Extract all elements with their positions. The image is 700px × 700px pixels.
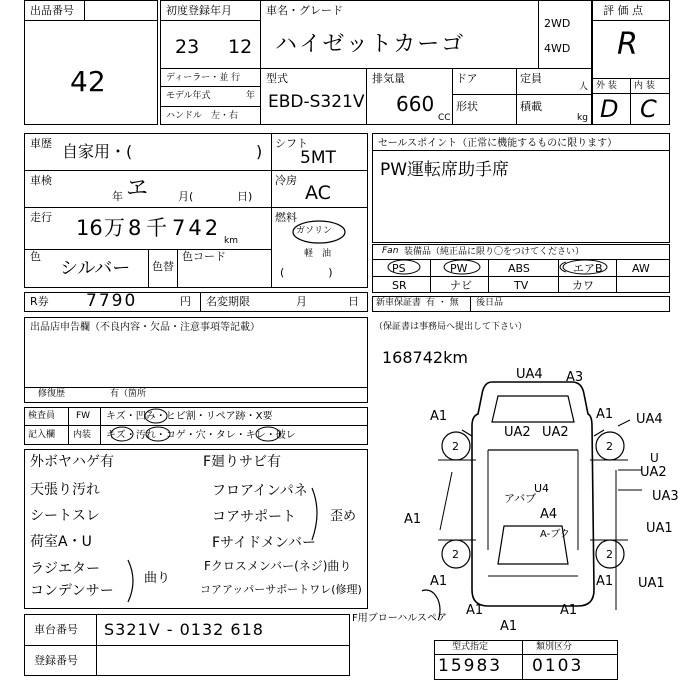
note-left-mark: 曲り [144, 571, 171, 586]
cc-unit: CC [438, 113, 451, 123]
first-reg-month: 12 [228, 36, 253, 58]
note-right-mark: 歪め [330, 509, 357, 524]
sales-value: PW運転席助手席 [380, 160, 510, 180]
km-unit: km [224, 236, 238, 246]
name-change-label: 名変期限 [206, 295, 250, 308]
shift-value: 5MT [300, 148, 336, 168]
dlabel-center2: U4 [534, 482, 550, 495]
color-change-label: 色替 [152, 260, 174, 273]
warranty-options: 有 ・ 無 [426, 298, 459, 308]
chassis-label: 車台番号 [34, 623, 78, 636]
interior-grade: C [640, 95, 657, 123]
shape-label: 形状 [456, 100, 478, 113]
lot-label: 出品番号 [30, 4, 74, 17]
sales-title: セールスポイント（正常に機能するものに限ります） [378, 138, 618, 149]
dlabel-a1-b1: A1 [466, 603, 484, 618]
dlabel-ua4-r: UA4 [636, 412, 663, 427]
note-right-2: フロアインパネ [212, 483, 308, 499]
yen-unit: 円 [180, 295, 191, 308]
tire-rr: 2 [606, 548, 613, 561]
note-right-5: Fクロスメンバー(ネジ)曲り [204, 559, 352, 573]
fuel-label: 燃料 [275, 211, 297, 224]
check-circle-marks [110, 406, 310, 446]
handle-label: ハンドル 左・右 [166, 111, 239, 121]
kg-unit: kg [577, 113, 588, 123]
lot-number: 42 [70, 65, 106, 98]
tire-fr: 2 [606, 440, 613, 453]
dlabel-a1-b2: A1 [560, 603, 578, 618]
equip-tv: TV [514, 279, 529, 292]
interior-label: 内 装 [634, 81, 655, 91]
equipment-circle-marks [386, 257, 566, 277]
dlabel-a4: A4 [540, 507, 558, 522]
inspection-day: 日) [237, 190, 253, 203]
displacement-label: 排気量 [372, 72, 405, 85]
mileage-label: 走行 [30, 211, 52, 224]
ac-value: AC [305, 182, 331, 204]
note-left-5: ラジエター [30, 561, 100, 577]
note-left-2: 天張り汚れ [30, 482, 100, 498]
later-label: 後日品 [476, 298, 504, 308]
ac-label: 冷房 [275, 174, 297, 187]
repair-value: 有（箇所 [110, 389, 147, 399]
recycle-label: R券 [30, 295, 49, 308]
equip-abs: ABS [508, 262, 530, 275]
inspection-label: 車検 [30, 174, 52, 187]
repair-label: 修復歴 [38, 389, 66, 399]
reg-label: 登録番号 [34, 654, 78, 667]
dlabel-a1-lmid: A1 [404, 512, 422, 527]
dlabel-a1-fr: A1 [596, 407, 614, 422]
brace-mark [124, 556, 144, 606]
2wd-label: 2WD [544, 17, 571, 30]
entry-label: 記入欄 [28, 430, 56, 440]
eval-label: 評 価 点 [603, 4, 643, 17]
color-value: シルバー [60, 258, 131, 279]
brace-mark-right [308, 484, 328, 544]
color-code-label: 色コード [182, 250, 226, 263]
displacement-value: 660 [396, 92, 435, 116]
chassis-value: S321V - 0132 618 [104, 620, 264, 639]
mileage-sen-unit: 千 [146, 216, 167, 240]
spare-note: F用ブローハルスペア [352, 613, 447, 624]
mileage-man: 16 [76, 216, 103, 240]
equipment-title: 装備品（純正品に限り〇をつけてください） [404, 247, 585, 257]
color-label: 色 [30, 250, 41, 263]
fuel-paren: ( ) [280, 266, 333, 279]
dlabel-a1-fl: A1 [430, 409, 448, 424]
dlabel-a1-rr: A1 [596, 574, 614, 589]
dlabel-a3-top: A3 [566, 370, 584, 385]
equip-leather: カワ [572, 279, 594, 292]
interior-check-label: 内装 [73, 430, 92, 440]
lot-box [24, 0, 158, 125]
note-right-4: Fサイドメンバー [212, 535, 316, 551]
equip-pw: PW [450, 262, 468, 275]
interior-check-items: キズ・汚れ・コゲ・穴・タレ・キレ・破レ [106, 430, 296, 441]
dlabel-a1-rl: A1 [430, 574, 448, 589]
history-value: 自家用・( [62, 142, 133, 161]
dlabel-ua2-a: UA2 [504, 425, 531, 440]
name-change-month: 月 [296, 295, 307, 308]
first-reg-year: 23 [175, 36, 200, 58]
inspection-month: 月( [178, 190, 194, 203]
capacity-unit: 人 [579, 82, 589, 92]
name-change-day: 日 [348, 295, 359, 308]
4wd-label: 4WD [544, 42, 571, 55]
door-label: ドア [456, 72, 478, 85]
note-left-1: 外ボヤハゲ有 [30, 454, 114, 470]
dlabel-ab: A-ブク [540, 529, 570, 540]
equip-aw: AW [632, 262, 650, 275]
fuel-circle-mark [290, 218, 350, 246]
dlabel-ua1-a: UA1 [646, 521, 673, 536]
equip-navi: ナビ [450, 279, 472, 292]
diagram-mileage-note: 168742km [382, 348, 468, 367]
load-label: 積載 [520, 100, 542, 113]
inspector-label: 検査員 [28, 411, 56, 421]
equip-sr: SR [392, 279, 407, 292]
report-title: 出品店申告欄（不良内容・欠品・注意事項等記載） [30, 322, 260, 333]
exterior-grade: D [600, 95, 619, 123]
model-year-label: モデル年式 [166, 91, 211, 101]
exterior-label: 外 装 [596, 81, 617, 91]
note-right-3: コアサポート [212, 509, 296, 525]
inspection-mark: ヱ [126, 176, 149, 201]
class-value: 0103 [532, 656, 584, 676]
dlabel-ua2-r: UA2 [640, 465, 667, 480]
dlabel-a1-b3: A1 [500, 619, 518, 634]
fw-label: FW [76, 411, 91, 421]
dealer-label: ディーラー・並 行 [166, 73, 241, 83]
note-right-1: F廻りサビ有 [203, 454, 282, 470]
recycle-box [24, 292, 368, 312]
history-close: ) [256, 142, 263, 161]
note-left-4: 荷室A・U [30, 534, 92, 550]
tire-fl: 2 [452, 440, 459, 453]
fw-items: キズ・凹み・ヒビ割・リペア跡・X要 [106, 411, 273, 422]
warranty-note: （保証書は事務局へ提出して下さい） [374, 322, 528, 332]
dlabel-ua3: UA3 [652, 489, 679, 504]
dlabel-u: U [650, 451, 659, 465]
airbag-circle-mark [560, 257, 610, 277]
note-left-6: コンデンサー [30, 583, 114, 599]
note-right-6: コアアッパーサポートワレ(修理) [200, 583, 362, 596]
equipment-prefix: Fan [382, 246, 399, 256]
first-reg-label: 初度登録年月 [166, 4, 232, 17]
model-label: 型式 [266, 72, 288, 85]
recycle-value: 7790 [86, 291, 138, 311]
note-left-3: シートスレ [30, 508, 100, 524]
inspection-year: 年 [112, 190, 123, 203]
model-year-unit: 年 [246, 91, 256, 101]
type-spec-label: 型式指定 [452, 642, 489, 652]
dlabel-center1: アバブ [504, 492, 537, 505]
type-spec-value: 15983 [438, 656, 503, 676]
eval-score: R [617, 27, 638, 62]
fuel-diesel: 軽 油 [304, 249, 332, 259]
capacity-label: 定員 [520, 72, 542, 85]
dlabel-ua2-b: UA2 [542, 425, 569, 440]
dlabel-ua4-top: UA4 [516, 367, 543, 382]
fuel-gas: ガソリン [296, 226, 333, 236]
name-grade-label: 車名・グレード [266, 4, 343, 17]
history-label: 車歴 [30, 137, 52, 150]
class-label: 類別区分 [536, 642, 573, 652]
mileage-rest: 742 [172, 216, 222, 240]
shift-label: シフト [275, 137, 308, 150]
mileage-sen: 8 [128, 216, 142, 240]
mileage-man-unit: 万 [104, 216, 125, 240]
tire-rl: 2 [452, 548, 459, 561]
dlabel-ua1-b: UA1 [638, 576, 665, 591]
warranty-label: 新車保証書 [376, 298, 422, 308]
name-grade: ハイゼットカーゴ [275, 32, 466, 57]
model-value: EBD-S321V [268, 92, 365, 112]
equip-airbag: エアB [573, 262, 603, 275]
equip-ps: PS [392, 262, 406, 275]
